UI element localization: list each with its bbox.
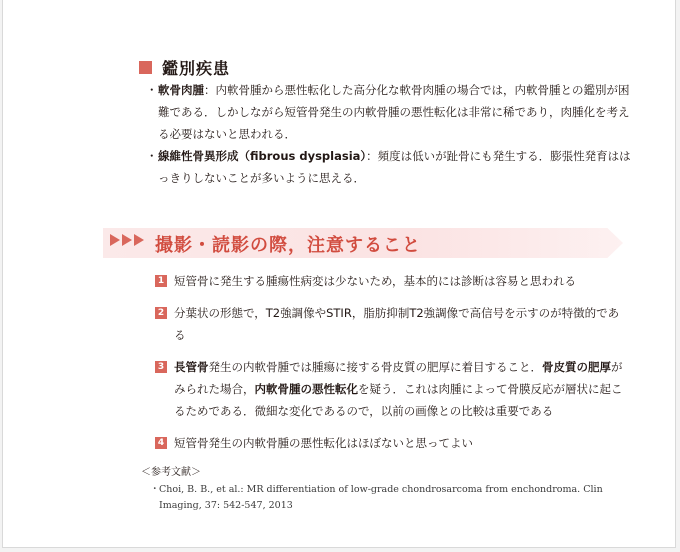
bullet-dot-icon: ・ (146, 83, 158, 97)
note-item (155, 270, 625, 292)
number-badge: 1 (155, 275, 167, 287)
differential-list (146, 79, 639, 189)
list-item: ・ 線維性骨異形成（fibrous dysplasia）：頻度は低いが趾骨にも発生する．膨張性発育ははっきりしないことが多いように思える． (149, 145, 639, 189)
section-heading (139, 56, 230, 79)
triple-arrow-icon (110, 234, 144, 246)
emphasis-text: 内軟骨腫の悪性転化 (254, 382, 358, 396)
emphasis-text: 長管骨 (174, 360, 209, 374)
term-label: 線維性骨異形成（fibrous dysplasia） (158, 149, 367, 163)
item-text: 頻度は低いが趾骨にも発生する．膨張性発育ははっきりしないことが多いように思える． (158, 149, 631, 185)
bullet-dot-icon: ・ (150, 484, 160, 495)
term-label: 軟骨肉腫 (158, 83, 204, 97)
note-text: を疑う．これは肉腫によって骨膜反応が層状に起こるためである．微細な変化であるので，以前の画像との比較は重要である (174, 382, 623, 418)
note-text: 短管骨発生の内軟骨腫の悪性転化はほぼないと思ってよい (174, 436, 473, 450)
banner-title: 撮影・読影の際，注意すること (155, 235, 421, 256)
note-text: がみられた場合， (174, 360, 623, 396)
references-heading: ＜参考文献＞ (141, 467, 201, 478)
section-title: 鑑別疾患 (162, 59, 231, 78)
note-text: 発生の内軟骨腫では腫瘍に接する骨皮質の肥厚に着目すること． (208, 360, 542, 374)
document-page (2, 0, 676, 548)
number-badge: 3 (155, 361, 167, 373)
list-item: ・ 軟骨肉腫：内軟骨腫から悪性転化した高分化な軟骨肉腫の場合では，内軟骨腫との鑑別が困難である．しかしながら短管骨発生の内軟骨腫の悪性転化は非常に稀であり，肉腫化を考える必要はないと思われる． (149, 79, 639, 145)
note-text: 短管骨に発生する腫瘍性病変は少ないため，基本的には診断は容易と思われる (174, 274, 577, 288)
number-badge: 2 (155, 307, 167, 319)
note-text: 分葉状の形態で，T2強調像やSTIR，脂肪抑制T2強調像で高信号を示すのが特徴的である (174, 306, 620, 342)
note-item (155, 302, 625, 346)
reference-item: ・ Choi, B. B., et al.: MR differentiation of low-grade chondrosarcoma from enchondroma. Clin Imaging, 37: 542-547, 2013 (150, 484, 603, 511)
numbered-notes (155, 270, 625, 464)
number-badge: 4 (155, 437, 167, 449)
emphasis-text: 骨皮質の肥厚 (542, 360, 611, 374)
heading-square-icon (139, 61, 152, 74)
item-text: 内軟骨腫から悪性転化した高分化な軟骨肉腫の場合では，内軟骨腫との鑑別が困難である．しかしながら短管骨発生の内軟骨腫の悪性転化は非常に稀であり，肉腫化を考える必要はないと思われる． (158, 83, 630, 141)
bullet-dot-icon: ・ (146, 149, 158, 163)
note-item (155, 356, 625, 422)
note-item (155, 432, 625, 454)
references (141, 463, 641, 514)
